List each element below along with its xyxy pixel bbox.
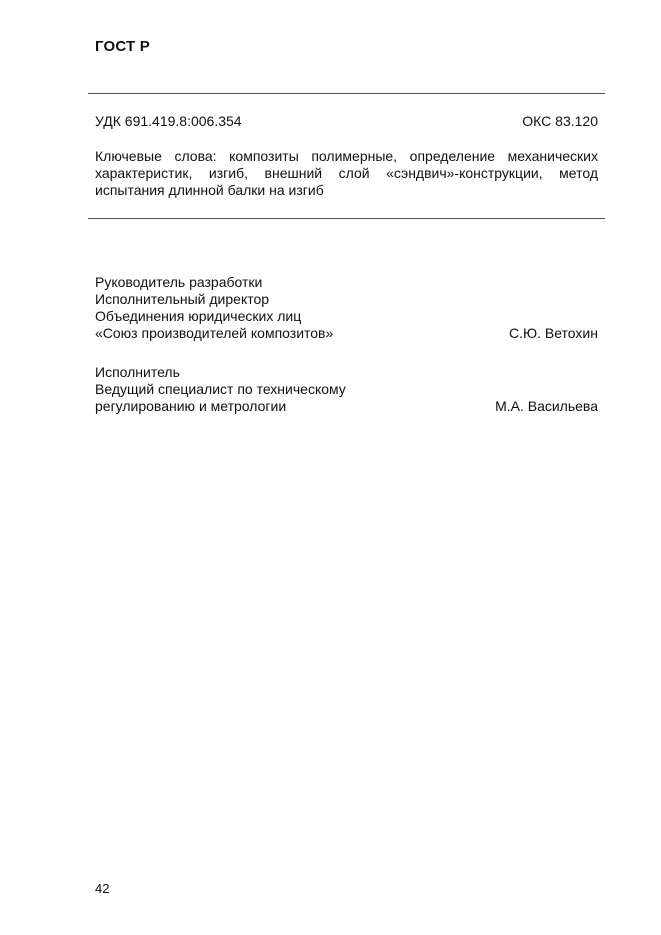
udk-code: УДК 691.419.8:006.354 [95,113,242,129]
signer-name-row [95,325,598,342]
signer-role-line: Исполнитель [95,364,180,380]
signer-role-line: «Союз производителей композитов» [95,325,334,341]
bottom-divider [88,218,605,219]
keywords-paragraph: Ключевые слова: композиты полимерные, определение механических характеристик, изгиб, внешний слой «сэндвич»-конструкции, метод испытания длинной балки на изгиб [95,148,598,198]
signer-role-line: регулированию и метрологии [95,398,287,414]
document-header-title: ГОСТ Р [95,38,150,55]
top-divider [88,93,605,94]
signer-block-lead [95,274,598,342]
signer-role-line: Ведущий специалист по техническому [95,381,346,397]
classification-row [95,112,598,130]
signer-block-executor [95,364,598,415]
signer-role-line: Объединения юридических лиц [95,308,302,324]
signer-name: С.Ю. Ветохин [508,325,598,341]
oks-code: ОКС 83.120 [522,113,598,129]
signer-role-line: Исполнительный директор [95,291,270,307]
signer-role-line: Руководитель разработки [95,274,263,290]
signer-name: М.А. Васильева [495,398,598,414]
signer-name-row [95,398,598,415]
page-number: 42 [95,881,110,896]
